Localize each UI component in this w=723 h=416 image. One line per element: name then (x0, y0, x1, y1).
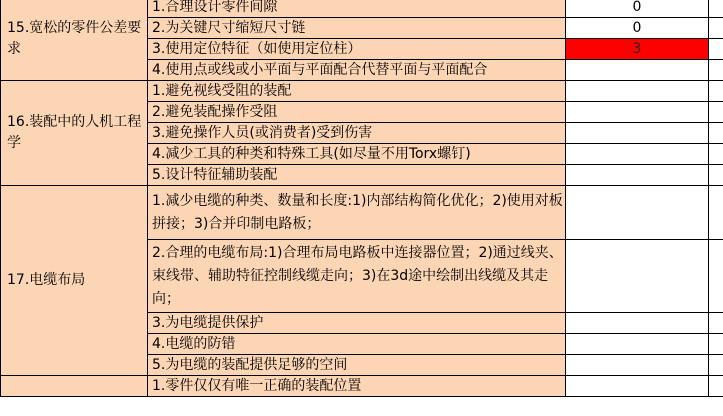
item-cell[interactable]: 4.减少工具的种类和特殊工具(如尽量不用Torx螺钉) (148, 144, 566, 165)
empty-cell[interactable] (709, 144, 723, 165)
score-cell[interactable] (566, 186, 709, 240)
empty-cell[interactable] (709, 186, 723, 240)
item-cell[interactable]: 4.使用点或线或小平面与平面配合代替平面与平面配合 (148, 60, 566, 81)
score-cell[interactable]: 0 (566, 18, 709, 39)
empty-cell[interactable] (709, 376, 723, 397)
empty-cell[interactable] (709, 123, 723, 144)
empty-cell[interactable] (709, 355, 723, 376)
score-cell[interactable] (566, 60, 709, 81)
item-cell[interactable]: 1.零件仅仅有唯一正确的装配位置 (148, 376, 566, 397)
empty-cell[interactable] (709, 0, 723, 18)
score-cell[interactable] (566, 123, 709, 144)
category-cell[interactable]: 16.装配中的人机工程学 (1, 81, 148, 186)
table-row (1, 0, 723, 18)
item-cell[interactable]: 3.使用定位特征（如使用定位柱） (148, 39, 566, 60)
table-row (1, 81, 723, 102)
item-cell[interactable]: 5.为电缆的装配提供足够的空间 (148, 355, 566, 376)
item-cell[interactable]: 4.电缆的防错 (148, 334, 566, 355)
score-cell[interactable] (566, 102, 709, 123)
score-cell[interactable] (566, 81, 709, 102)
score-cell[interactable] (566, 165, 709, 186)
score-cell[interactable] (566, 144, 709, 165)
score-cell[interactable] (566, 240, 709, 313)
empty-cell[interactable] (709, 240, 723, 313)
item-cell[interactable]: 1.合理设计零件间隙 (148, 0, 566, 18)
empty-cell[interactable] (709, 334, 723, 355)
empty-cell[interactable] (709, 39, 723, 60)
score-cell[interactable] (566, 355, 709, 376)
empty-cell[interactable] (709, 81, 723, 102)
item-cell[interactable]: 1.避免视线受阻的装配 (148, 81, 566, 102)
item-cell[interactable]: 1.减少电缆的种类、数量和长度:1)内部结构简化优化；2)使用对板拼接；3)合并印制电路板； (148, 186, 566, 240)
item-cell[interactable]: 3.为电缆提供保护 (148, 313, 566, 334)
table-row (1, 186, 723, 240)
item-cell[interactable]: 2.为关键尺寸缩短尺寸链 (148, 18, 566, 39)
score-cell-highlighted[interactable]: 3 (566, 39, 709, 60)
item-cell[interactable]: 3.避免操作人员(或消费者)受到伤害 (148, 123, 566, 144)
score-cell[interactable] (566, 334, 709, 355)
category-cell[interactable]: 17.电缆布局 (1, 186, 148, 376)
empty-cell[interactable] (709, 18, 723, 39)
category-cell[interactable]: 15.宽松的零件公差要求 (1, 0, 148, 81)
score-cell[interactable]: 0 (566, 0, 709, 18)
empty-cell[interactable] (709, 102, 723, 123)
empty-cell[interactable] (709, 60, 723, 81)
table-row (1, 376, 723, 397)
item-cell[interactable]: 2.合理的电缆布局:1)合理布局电路板中连接器位置；2)通过线夹、束线带、辅助特征控制线缆走向；3)在3d途中绘制出线缆及其走向； (148, 240, 566, 313)
category-cell[interactable] (1, 376, 148, 397)
item-cell[interactable]: 5.设计特征辅助装配 (148, 165, 566, 186)
item-cell[interactable]: 2.避免装配操作受阻 (148, 102, 566, 123)
score-cell[interactable] (566, 313, 709, 334)
score-cell[interactable] (566, 376, 709, 397)
empty-cell[interactable] (709, 165, 723, 186)
empty-cell[interactable] (709, 313, 723, 334)
